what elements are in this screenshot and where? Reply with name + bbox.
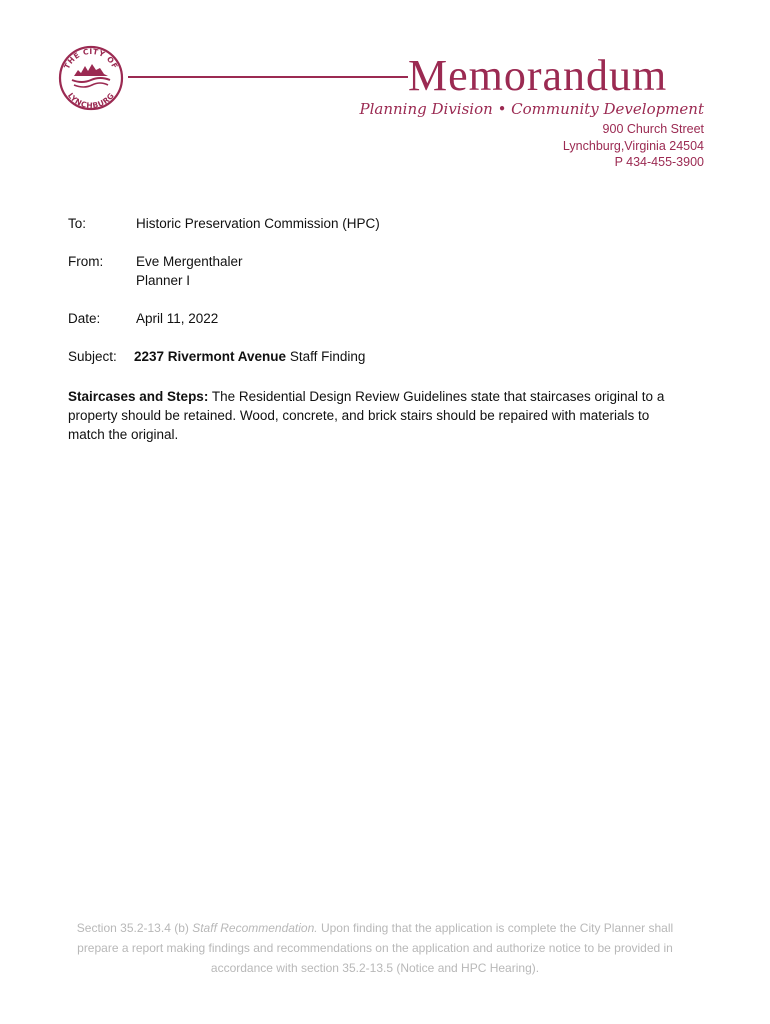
footer-section: Section 35.2-13.4 (b) xyxy=(76,921,189,935)
finding-heading: Staircases and Steps: xyxy=(68,389,209,404)
header-rule xyxy=(128,76,408,78)
date-label: Date: xyxy=(68,311,101,326)
address-phone: P 434-455-3900 xyxy=(614,155,704,169)
footer-italic: Staff Recommendation. xyxy=(192,921,318,935)
from-title: Planner I xyxy=(136,273,191,288)
finding-paragraph xyxy=(68,387,668,444)
subject-label: Subject: xyxy=(68,349,117,364)
subject-rest: Staff Finding xyxy=(289,349,366,364)
address-city: Lynchburg,Virginia 24504 xyxy=(562,139,704,153)
to-value: Historic Preservation Commission (HPC) xyxy=(136,216,380,231)
from-label: From: xyxy=(68,254,104,269)
subject-value xyxy=(134,349,365,364)
address-street: 900 Church Street xyxy=(602,122,704,136)
from-name: Eve Mergenthaler xyxy=(136,254,243,269)
subject-address: 2237 Rivermont Avenue xyxy=(134,349,287,364)
footer-note xyxy=(60,918,690,978)
svg-text:LYNCHBURG: LYNCHBURG xyxy=(65,90,117,111)
memo-title: Memorandum xyxy=(408,51,668,100)
date-value: April 11, 2022 xyxy=(136,311,219,326)
footer-text: Upon finding that the application is complete the City Planner shall prepare a report making findings and recommendations on the application and authorize notice to be provided in accordance with section 35.2-13.5 (Notice and HPC Hearing). xyxy=(77,921,674,975)
svg-text:THE CITY OF: THE CITY OF xyxy=(62,46,120,71)
division-line: Planning Division • Community Development xyxy=(359,100,704,118)
to-label: To: xyxy=(68,216,87,231)
finding-text: The Residential Design Review Guidelines state that staircases original to a property should be retained. Wood, concrete, and brick stairs should be repaired with materials to match the original. xyxy=(68,389,665,442)
city-of-lynchburg-seal xyxy=(58,40,124,118)
